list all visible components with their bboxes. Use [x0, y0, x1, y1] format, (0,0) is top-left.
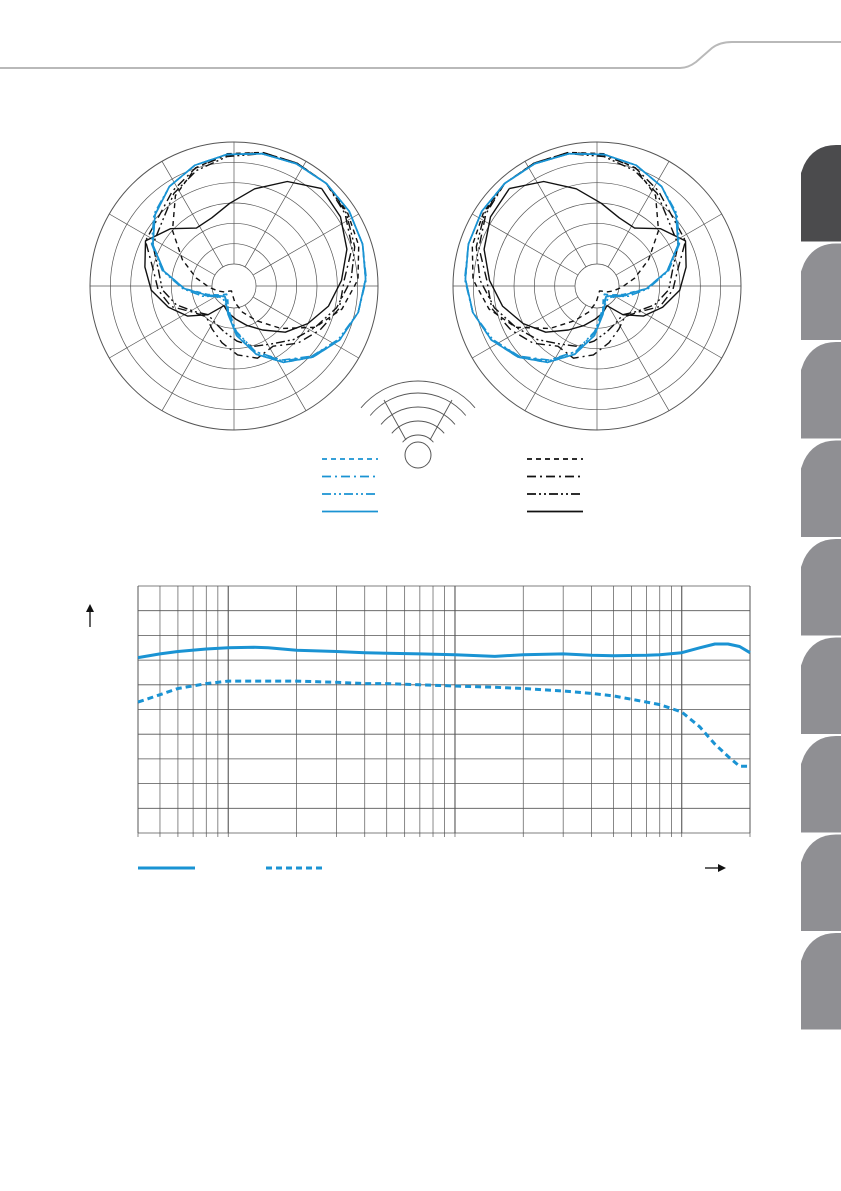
mic-capsule — [405, 442, 431, 468]
polar-spoke — [525, 161, 586, 267]
side-tab-4 — [801, 441, 841, 538]
mic-arc — [370, 393, 466, 415]
polar-series-black-dashdot — [146, 152, 353, 358]
side-tab-7 — [801, 736, 841, 833]
mic-ray — [384, 400, 406, 440]
freq-grid — [138, 586, 750, 837]
side-tab-9 — [801, 933, 841, 1030]
polar-spoke — [616, 297, 722, 358]
freq-series-dash — [138, 681, 750, 766]
polar-chart-right — [453, 142, 741, 430]
y-axis-arrow-head — [86, 604, 94, 612]
mic-ray — [430, 400, 452, 440]
polar-series-black-dashdot — [479, 152, 686, 358]
side-tab-1 — [801, 145, 841, 242]
polar-ring — [575, 264, 619, 308]
mic-arc — [392, 421, 444, 433]
mic-arc — [403, 435, 434, 442]
polar-spoke — [472, 214, 578, 275]
polar-spoke — [162, 161, 223, 267]
polar-spoke — [109, 297, 215, 358]
mic-arc — [381, 407, 455, 424]
polar-spoke — [245, 161, 306, 267]
side-tab-3 — [801, 342, 841, 439]
microphone-direction-icon — [361, 381, 475, 468]
polar-grid — [453, 142, 741, 430]
header-line — [0, 42, 841, 68]
polar-grid — [90, 142, 378, 430]
polar-spoke — [253, 214, 359, 275]
mic-arc — [361, 381, 475, 408]
side-tab-5 — [801, 539, 841, 636]
side-tab-6 — [801, 638, 841, 735]
polar-legend — [322, 459, 583, 512]
polar-ring — [212, 264, 256, 308]
frequency-response-chart — [138, 586, 750, 837]
polar-spoke — [608, 161, 669, 267]
freq-series-solid — [138, 644, 750, 658]
side-tab-strip — [801, 145, 841, 1030]
polar-chart-left — [90, 142, 378, 430]
frequency-response-axis-arrows — [86, 604, 726, 872]
x-axis-arrow-head — [718, 864, 726, 872]
side-tab-8 — [801, 835, 841, 932]
page-header-rule — [0, 42, 841, 68]
side-tab-2 — [801, 244, 841, 341]
